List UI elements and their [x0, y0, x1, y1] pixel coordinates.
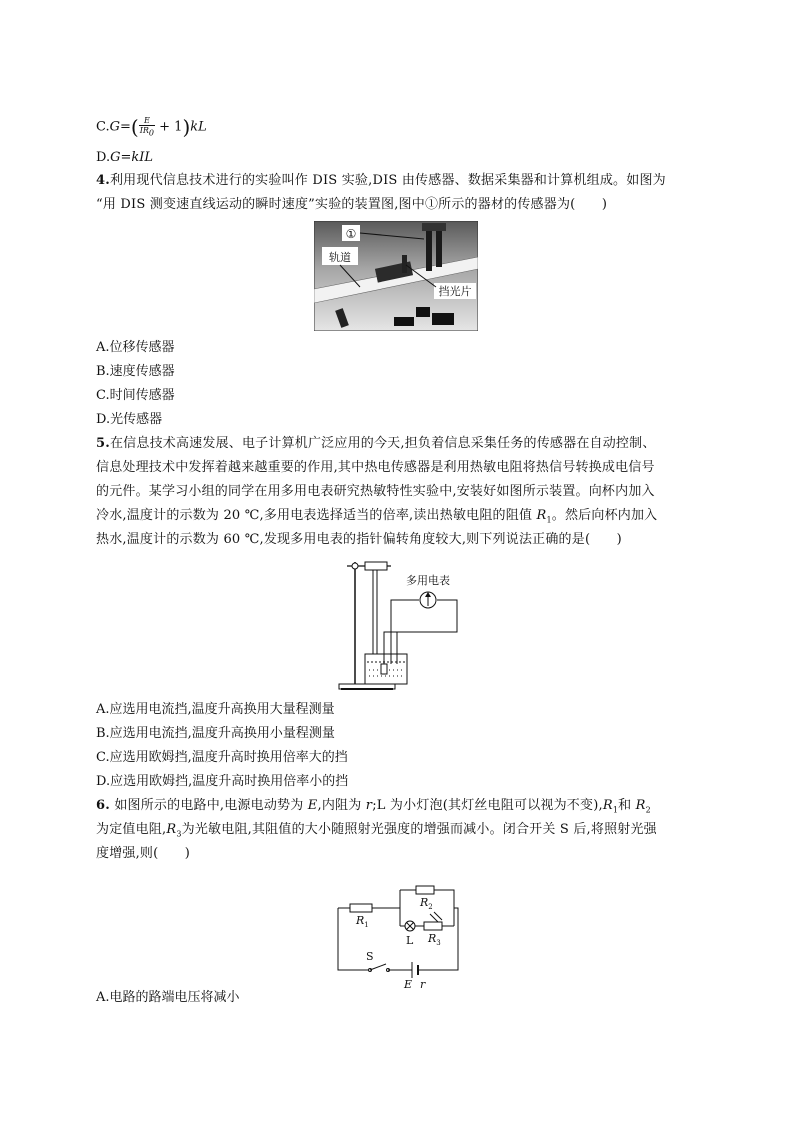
- q4-line-2: [96, 195, 607, 215]
- shade-plate: [402, 255, 407, 273]
- internal-r-label: r: [420, 978, 426, 990]
- fraction-numerator: E: [139, 116, 155, 126]
- resistor-r1: [350, 904, 372, 912]
- r2-subscript: 2: [645, 805, 651, 815]
- multimeter-label: 多用电表: [406, 574, 450, 587]
- q5-text-1: 在信息技术高速发展、电子计算机广泛应用的今天,担负着信息采集任务的传感器在自动控制、: [109, 436, 656, 451]
- q5-line-1: [96, 434, 656, 454]
- q4-option-b: B.速度传感器: [96, 364, 175, 379]
- q5-line-5: 热水,温度计的示数为 60 ℃,发现多用电表的指针偏转角度较大,则下列说法正确的是( ): [96, 532, 622, 547]
- circuit-diagram: [330, 880, 470, 990]
- switch-s: [370, 964, 386, 970]
- emf-symbol: E: [307, 798, 318, 813]
- q4-option-a: A.位移传感器: [96, 340, 175, 355]
- q6-text-1c: ;L 为小灯泡(其灯丝电阻可以视为不变),: [372, 798, 603, 813]
- sensor-label: ①: [345, 227, 357, 241]
- q5-option-c: C.应选用欧姆挡,温度升高时换用倍率大的挡: [96, 750, 348, 765]
- q6-line-2: [96, 820, 657, 845]
- plus-one: + 1: [159, 119, 183, 135]
- q5-option-d: D.应选用欧姆挡,温度升高时换用倍率小的挡: [96, 774, 349, 789]
- resistor-r2: [416, 886, 434, 894]
- fraction-denominator: IR: [139, 126, 149, 135]
- q5-text-4b: 。然后向杯内加入: [551, 508, 658, 523]
- question-number: 6.: [96, 798, 110, 813]
- thermistor: [381, 664, 387, 674]
- q5-option-b: B.应选用电流挡,温度升高换用小量程测量: [96, 726, 335, 741]
- q6-option-a: A.电路的路端电压将减小: [96, 990, 240, 1005]
- photogate-left: [426, 227, 432, 271]
- r1-sub: 1: [364, 921, 369, 929]
- r3-letter: R: [428, 932, 437, 945]
- q5-line-4: [96, 506, 657, 531]
- option-c-label: C.: [96, 119, 110, 135]
- r2-symbol: R: [635, 798, 646, 813]
- q6-text-1b: ,内阻为: [317, 798, 366, 813]
- base-block-2: [416, 307, 430, 317]
- q6-text-1a: 如图所示的电路中,电源电动势为: [109, 798, 308, 813]
- q5-line-3: 的元件。某学习小组的同学在用多用电表研究热敏特性实验中,安装好如图所示装置。向杯内加入: [96, 484, 655, 499]
- formula-tail: kL: [190, 119, 207, 135]
- q6-text-2b: 为光敏电阻,其阻值的大小随照射光强度的增强而减小。闭合开关 S 后,将照射光强: [181, 822, 657, 837]
- option-d-label: D.: [96, 150, 111, 165]
- r3-sub: 3: [436, 939, 441, 947]
- r1-letter: R: [356, 914, 365, 927]
- q5-option-a: A.应选用电流挡,温度升高换用大量程测量: [96, 702, 335, 717]
- clamp: [365, 562, 387, 570]
- r1-label: [355, 914, 369, 929]
- q3-option-d: [96, 148, 153, 168]
- q6-line-3: 度增强,则( ): [96, 846, 191, 861]
- q6-line-1: [96, 796, 651, 821]
- q4-line-1: [96, 171, 666, 191]
- base-block-1: [394, 317, 414, 326]
- r2-letter: R: [420, 896, 429, 909]
- q6-text-2a: 为定值电阻,: [96, 822, 167, 837]
- formula-d: G=kIL: [110, 150, 154, 165]
- q5-line-2: 信息处理技术中发挥着越来越重要的作用,其中热电传感器是利用热敏电阻将热信号转换成电信号: [96, 460, 655, 475]
- q6-text-1d: 和: [618, 798, 636, 813]
- photogate-top: [422, 223, 446, 231]
- r1-subscript: 1: [612, 805, 619, 815]
- formula-g: G=: [109, 119, 131, 135]
- q4-option-c: C.时间传感器: [96, 388, 175, 403]
- base-block-3: [432, 313, 454, 325]
- q4-text-1: 利用现代信息技术进行的实验叫作 DIS 实验,DIS 由传感器、数据采集器和计算机组成。如图为: [109, 173, 666, 188]
- fraction: [139, 116, 155, 138]
- r1-symbol: R: [536, 508, 547, 523]
- q4-text-2: “用 DIS 测变速直线运动的瞬时速度”实验的装置图,图中①所示的器材的传感器为( ): [96, 197, 608, 212]
- internal-resistance-symbol: r: [365, 798, 373, 813]
- r3-label: [427, 932, 441, 947]
- thermistor-apparatus: [335, 556, 465, 694]
- q4-option-d: D.光传感器: [96, 412, 163, 427]
- subscript: 0: [148, 128, 154, 138]
- photoresistor-r3: [424, 922, 442, 930]
- question-number: 4.: [96, 173, 110, 188]
- r2-label: [419, 896, 433, 911]
- switch-label: S: [366, 950, 374, 963]
- question-number: 5.: [96, 436, 110, 451]
- q3-option-c: C.G=( $\frac{E}{IR_0}$ + 1)kL: [96, 114, 207, 139]
- r2-sub: 2: [428, 903, 433, 911]
- photogate-right: [436, 231, 442, 267]
- shade-label: 挡光片: [438, 285, 472, 298]
- q5-text-4a: 冷水,温度计的示数为 20 ℃,多用电表选择适当的倍率,读出热敏电阻的阻值: [96, 508, 537, 523]
- r3-symbol: R: [166, 822, 177, 837]
- dis-apparatus-photo: [314, 221, 478, 331]
- r1-symbol: R: [602, 798, 613, 813]
- clamp-knob: [352, 563, 358, 569]
- r3-subscript: 3: [176, 829, 182, 839]
- emf-label: E: [404, 978, 413, 990]
- lamp-label: L: [406, 934, 414, 947]
- track-label: 轨道: [329, 251, 351, 264]
- r1-subscript: 1: [546, 515, 552, 525]
